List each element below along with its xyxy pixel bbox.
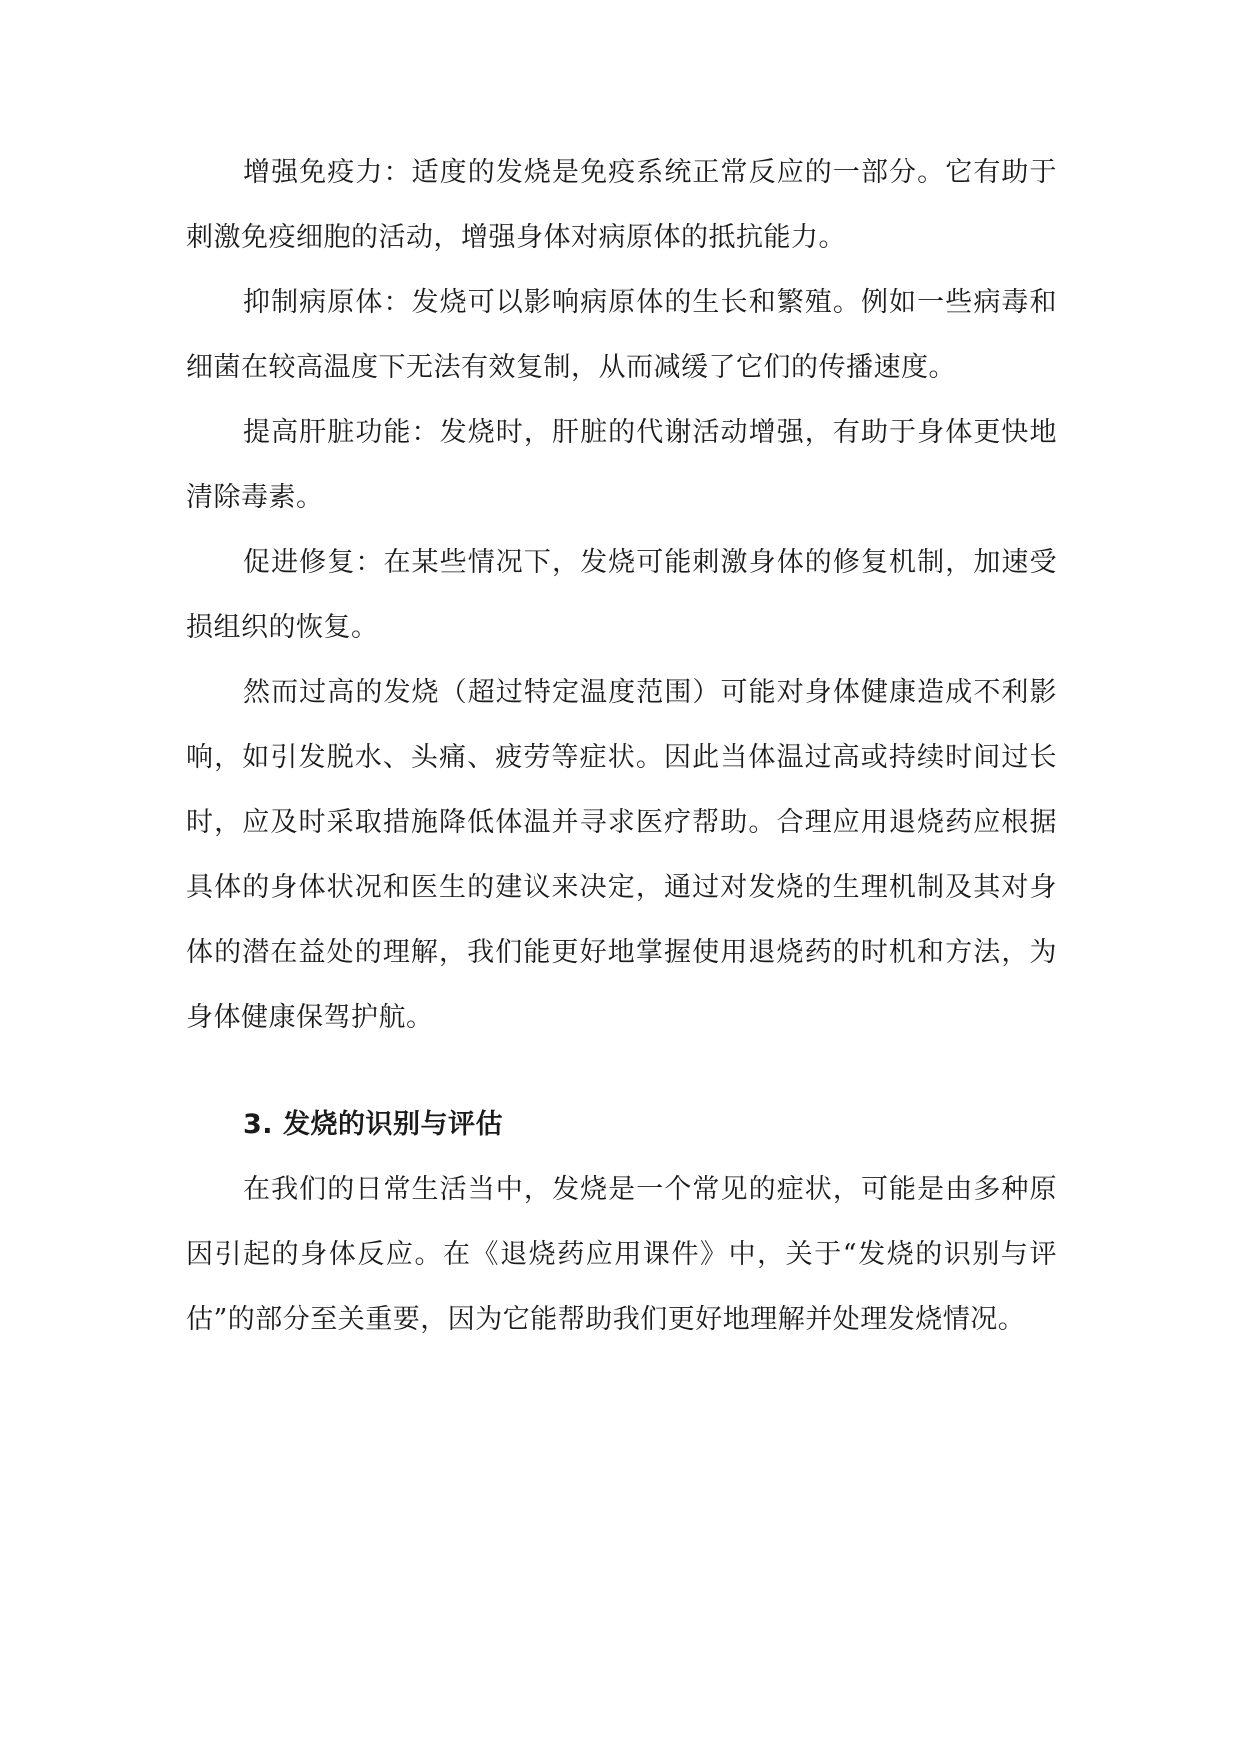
- paragraph-immunity: 增强免疫力：适度的发烧是免疫系统正常反应的一部分。它有助于刺激免疫细胞的活动，增强身体对病原体的抵抗能力。: [186, 157, 1057, 253]
- paragraph-liver: 提高肝脏功能：发烧时，肝脏的代谢活动增强，有助于身体更快地清除毒素。: [186, 417, 1057, 513]
- paragraph-section-intro: 在我们的日常生活当中，发烧是一个常见的症状，可能是由多种原因引起的身体反应。在《退烧药应用课件》中，关于“发烧的识别与评估”的部分至关重要，因为它能帮助我们更好地理解并处理发烧情况。: [186, 1174, 1057, 1335]
- paragraph-pathogen: 抑制病原体：发烧可以影响病原体的生长和繁殖。例如一些病毒和细菌在较高温度下无法有效复制，从而减缓了它们的传播速度。: [186, 287, 1057, 383]
- paragraph-repair: 促进修复：在某些情况下，发烧可能刺激身体的修复机制，加速受损组织的恢复。: [186, 547, 1057, 643]
- document-body: [186, 140, 1057, 1352]
- paragraph-caution: 然而过高的发烧（超过特定温度范围）可能对身体健康造成不利影响，如引发脱水、头痛、疲劳等症状。因此当体温过高或持续时间过长时，应及时采取措施降低体温并寻求医疗帮助。合理应用退烧药应根据具体的身体状况和医生的建议来决定，通过对发烧的生理机制及其对身体的潜在益处的理解，我们能更好地掌握使用退烧药的时机和方法，为身体健康保驾护航。: [186, 677, 1057, 1033]
- section-heading: 3. 发烧的识别与评估: [243, 1109, 503, 1140]
